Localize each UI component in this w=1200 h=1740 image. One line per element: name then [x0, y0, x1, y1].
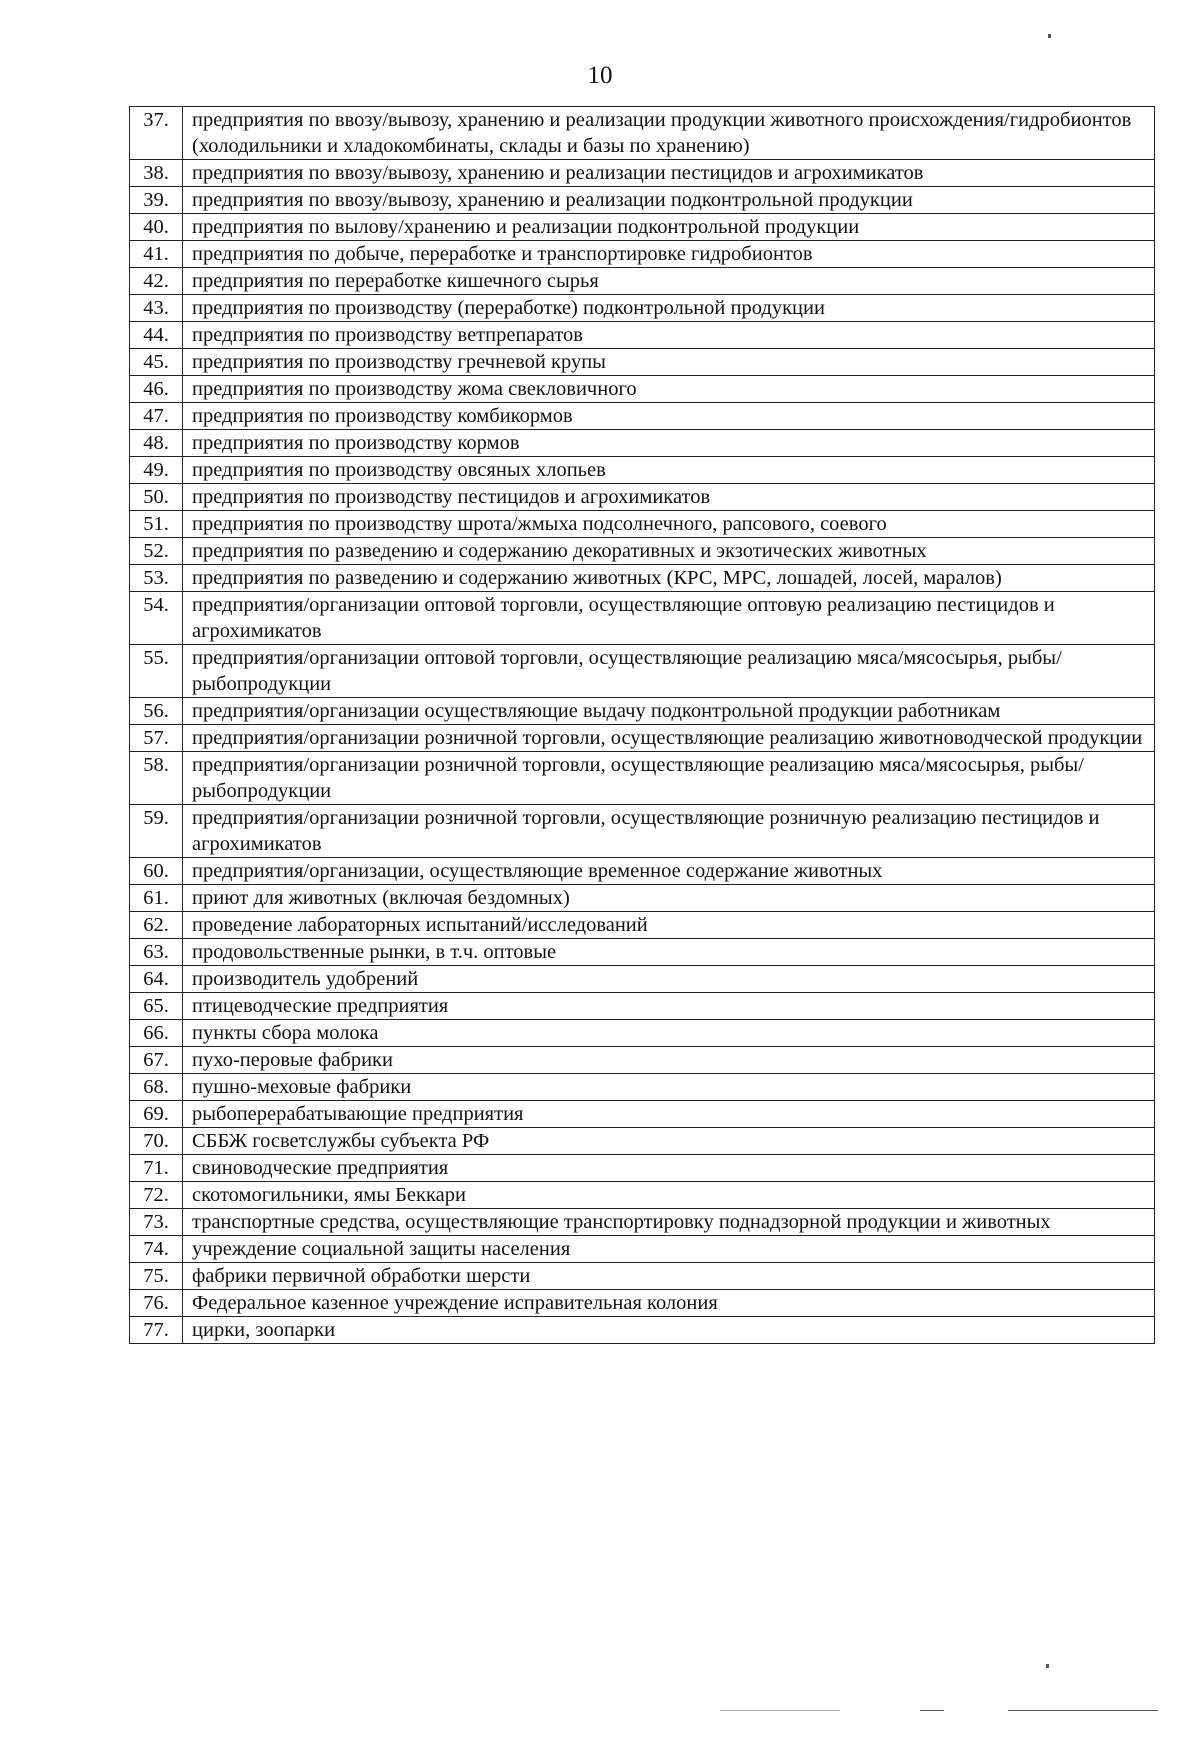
row-text: предприятия по производству овсяных хлопьев [183, 457, 1155, 484]
row-text: предприятия по ввозу/вывозу, хранению и реализации подконтрольной продукции [183, 187, 1155, 214]
table-row [130, 592, 1155, 645]
table-row [130, 349, 1155, 376]
table-row [130, 107, 1155, 160]
row-text: предприятия по ввозу/вывозу, хранению и реализации пестицидов и агрохимикатов [183, 160, 1155, 187]
table-row [130, 645, 1155, 698]
table-row [130, 538, 1155, 565]
row-number: 55. [130, 645, 183, 698]
row-text: предприятия по разведению и содержанию декоративных и экзотических животных [183, 538, 1155, 565]
table-row [130, 295, 1155, 322]
table-row [130, 1020, 1155, 1047]
row-number: 58. [130, 752, 183, 805]
row-text: продовольственные рынки, в т.ч. оптовые [183, 939, 1155, 966]
table-row [130, 1155, 1155, 1182]
row-text: предприятия/организации розничной торговли, осуществляющие реализацию животноводческой продукции [183, 725, 1155, 752]
row-number: 38. [130, 160, 183, 187]
table-row [130, 805, 1155, 858]
row-number: 77. [130, 1317, 183, 1344]
row-number: 71. [130, 1155, 183, 1182]
table-row [130, 993, 1155, 1020]
row-number: 57. [130, 725, 183, 752]
row-number: 64. [130, 966, 183, 993]
row-text: пункты сбора молока [183, 1020, 1155, 1047]
table-row [130, 1128, 1155, 1155]
row-text: предприятия по производству ветпрепаратов [183, 322, 1155, 349]
row-text: Федеральное казенное учреждение исправительная колония [183, 1290, 1155, 1317]
row-number: 66. [130, 1020, 183, 1047]
row-text: предприятия/организации розничной торговли, осуществляющие реализацию мяса/мясосырья, рыбы/рыбопродукции [183, 752, 1155, 805]
row-number: 65. [130, 993, 183, 1020]
row-text: предприятия по производству жома свекловичного [183, 376, 1155, 403]
row-number: 41. [130, 241, 183, 268]
row-number: 43. [130, 295, 183, 322]
row-text: учреждение социальной защиты населения [183, 1236, 1155, 1263]
row-text: предприятия по производству пестицидов и агрохимикатов [183, 484, 1155, 511]
table-row [130, 160, 1155, 187]
row-number: 49. [130, 457, 183, 484]
table-row [130, 1290, 1155, 1317]
row-text: предприятия по производству кормов [183, 430, 1155, 457]
table-row [130, 484, 1155, 511]
row-text: пушно-меховые фабрики [183, 1074, 1155, 1101]
scan-speck [1046, 1664, 1049, 1668]
row-number: 44. [130, 322, 183, 349]
row-text: предприятия/организации осуществляющие выдачу подконтрольной продукции работникам [183, 698, 1155, 725]
row-number: 63. [130, 939, 183, 966]
table-row [130, 187, 1155, 214]
row-number: 73. [130, 1209, 183, 1236]
row-number: 51. [130, 511, 183, 538]
row-number: 52. [130, 538, 183, 565]
table-row [130, 403, 1155, 430]
table-row [130, 1263, 1155, 1290]
table-row [130, 376, 1155, 403]
table-row [130, 322, 1155, 349]
table-row [130, 268, 1155, 295]
table-row [130, 565, 1155, 592]
table-row [130, 1236, 1155, 1263]
table-row [130, 1047, 1155, 1074]
row-number: 53. [130, 565, 183, 592]
row-text: предприятия/организации оптовой торговли, осуществляющие реализацию мяса/мясосырья, рыбы/рыбопродукции [183, 645, 1155, 698]
row-number: 76. [130, 1290, 183, 1317]
row-text: транспортные средства, осуществляющие транспортировку поднадзорной продукции и животных [183, 1209, 1155, 1236]
table-row [130, 885, 1155, 912]
row-number: 74. [130, 1236, 183, 1263]
row-number: 42. [130, 268, 183, 295]
row-text: скотомогильники, ямы Беккари [183, 1182, 1155, 1209]
table-row [130, 752, 1155, 805]
row-number: 75. [130, 1263, 183, 1290]
table-row [130, 214, 1155, 241]
row-number: 61. [130, 885, 183, 912]
scan-speck [1048, 34, 1051, 38]
row-number: 47. [130, 403, 183, 430]
row-text: предприятия/организации розничной торговли, осуществляющие розничную реализацию пестицидов и агрохимикатов [183, 805, 1155, 858]
table-row [130, 1074, 1155, 1101]
row-text: приют для животных (включая бездомных) [183, 885, 1155, 912]
row-number: 60. [130, 858, 183, 885]
table-body [130, 107, 1155, 1344]
row-number: 72. [130, 1182, 183, 1209]
row-number: 54. [130, 592, 183, 645]
row-text: предприятия по ввозу/вывозу, хранению и реализации продукции животного происхождения/гидробионтов (холодильники и хладокомбинаты, склады и базы по хранению) [183, 107, 1155, 160]
table-row [130, 430, 1155, 457]
scan-speck [920, 1710, 944, 1711]
row-text: свиноводческие предприятия [183, 1155, 1155, 1182]
row-text: фабрики первичной обработки шерсти [183, 1263, 1155, 1290]
row-number: 37. [130, 107, 183, 160]
table-row [130, 1182, 1155, 1209]
row-text: предприятия по производству шрота/жмыха подсолнечного, рапсового, соевого [183, 511, 1155, 538]
table-row [130, 966, 1155, 993]
table-row [130, 939, 1155, 966]
row-number: 48. [130, 430, 183, 457]
row-number: 50. [130, 484, 183, 511]
table-row [130, 698, 1155, 725]
row-text: предприятия/организации, осуществляющие временное содержание животных [183, 858, 1155, 885]
row-text: проведение лабораторных испытаний/исследований [183, 912, 1155, 939]
table-row [130, 1317, 1155, 1344]
row-number: 70. [130, 1128, 183, 1155]
table-row [130, 511, 1155, 538]
scan-speck [1008, 1710, 1158, 1711]
row-number: 69. [130, 1101, 183, 1128]
row-number: 67. [130, 1047, 183, 1074]
row-text: предприятия/организации оптовой торговли, осуществляющие оптовую реализацию пестицидов и агрохимикатов [183, 592, 1155, 645]
row-text: рыбоперерабатывающие предприятия [183, 1101, 1155, 1128]
row-text: предприятия по добыче, переработке и транспортировке гидробионтов [183, 241, 1155, 268]
row-text: предприятия по разведению и содержанию животных (КРС, МРС, лошадей, лосей, маралов) [183, 565, 1155, 592]
table-row [130, 1209, 1155, 1236]
row-number: 40. [130, 214, 183, 241]
row-number: 59. [130, 805, 183, 858]
scan-speck [720, 1710, 840, 1711]
row-text: предприятия по вылову/хранению и реализации подконтрольной продукции [183, 214, 1155, 241]
page-number: 10 [587, 62, 613, 89]
row-number: 62. [130, 912, 183, 939]
row-text: предприятия по переработке кишечного сырья [183, 268, 1155, 295]
row-number: 45. [130, 349, 183, 376]
row-text: производитель удобрений [183, 966, 1155, 993]
row-number: 56. [130, 698, 183, 725]
row-text: СББЖ госветслужбы субъекта РФ [183, 1128, 1155, 1155]
row-number: 39. [130, 187, 183, 214]
table-row [130, 457, 1155, 484]
row-text: предприятия по производству комбикормов [183, 403, 1155, 430]
table-row [130, 912, 1155, 939]
row-text: пухо-перовые фабрики [183, 1047, 1155, 1074]
facility-type-table [129, 106, 1155, 1344]
table-row [130, 725, 1155, 752]
row-text: предприятия по производству (переработке) подконтрольной продукции [183, 295, 1155, 322]
table-row [130, 241, 1155, 268]
row-number: 68. [130, 1074, 183, 1101]
row-text: предприятия по производству гречневой крупы [183, 349, 1155, 376]
row-text: цирки, зоопарки [183, 1317, 1155, 1344]
table-row [130, 1101, 1155, 1128]
row-text: птицеводческие предприятия [183, 993, 1155, 1020]
row-number: 46. [130, 376, 183, 403]
table-row [130, 858, 1155, 885]
